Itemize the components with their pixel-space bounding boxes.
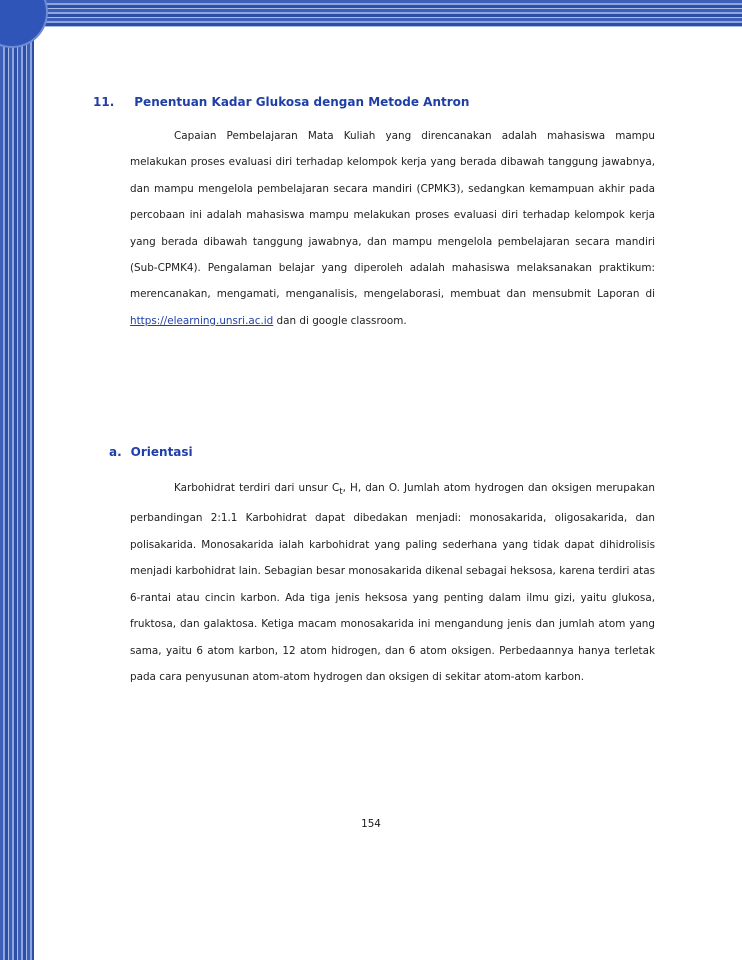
page-number: 154: [361, 818, 381, 830]
intro-text: Capaian Pembelajaran Mata Kuliah yang direncanakan adalah mahasiswa mampu melakukan proses evaluasi diri terhadap kelompok kerja yang berada dibawah tanggung jawabnya, dan mampu mengelola pembelajaran secara mandiri (CPMK3), sedangkan kemampuan akhir pada percobaan ini adalah mahasiswa mampu melakukan proses evaluasi diri terhadap kelompok kerja yang berada dibawah tanggung jawabnya, dan mampu mengelola pembelajaran secara mandiri (Sub-CPMK4). Pengalaman belajar yang diperoleh adalah mahasiswa melaksanakan praktikum: merencanakan, mengamati, menganalisis, mengelaborasi, membuat dan mensubmit Laporan di: [130, 130, 655, 301]
orientasi-text-start: Karbohidrat terdiri dari unsur C: [174, 482, 340, 494]
orientasi-subscript: t: [339, 487, 343, 498]
intro-text-end: dan di google classroom.: [273, 314, 407, 327]
subsection-heading: [109, 445, 193, 459]
orientasi-text: , H, dan O. Jumlah atom hydrogen dan oksigen merupakan perbandingan 2:1.1 Karbohidrat dapat dibedakan menjadi: monosakarida, oligosakarida, dan polisakarida. Monosakarida ialah karbohidrat yang paling sederhana yang tidak dapat dihidrolisis menjadi karbohidrat lain. Sebagian besar monosakarida dikenal sebagai heksosa, karena terdiri atas 6-rantai atau cincin karbon. Ada tiga jenis heksosa yang penting dalam ilmu gizi, yaitu glukosa, fruktosa, dan galaktosa. Ketiga macam monosakarida ini mengandung jenis dan jumlah atom yang sama, yaitu 6 atom karbon, 12 atom hidrogen, dan 6 atom oksigen. Perbedaannya hanya terletak pada cara penyusunan atom-atom hydrogen dan oksigen di sekitar atom-atom karbon.: [130, 482, 655, 683]
subsection-letter: a.: [109, 445, 122, 459]
corner-circle-decoration: [0, 0, 46, 46]
subsection-title: Orientasi: [130, 445, 193, 459]
elearning-link[interactable]: https://elearning.unsri.ac.id: [130, 314, 274, 327]
left-border-decoration: [0, 0, 34, 960]
section-title: Penentuan Kadar Glukosa dengan Metode Antron: [134, 95, 470, 109]
intro-paragraph: [130, 123, 655, 334]
top-border-decoration: [20, 0, 742, 27]
section-number: 11.: [93, 95, 115, 109]
orientasi-paragraph: [130, 475, 655, 690]
section-heading: [93, 95, 673, 109]
